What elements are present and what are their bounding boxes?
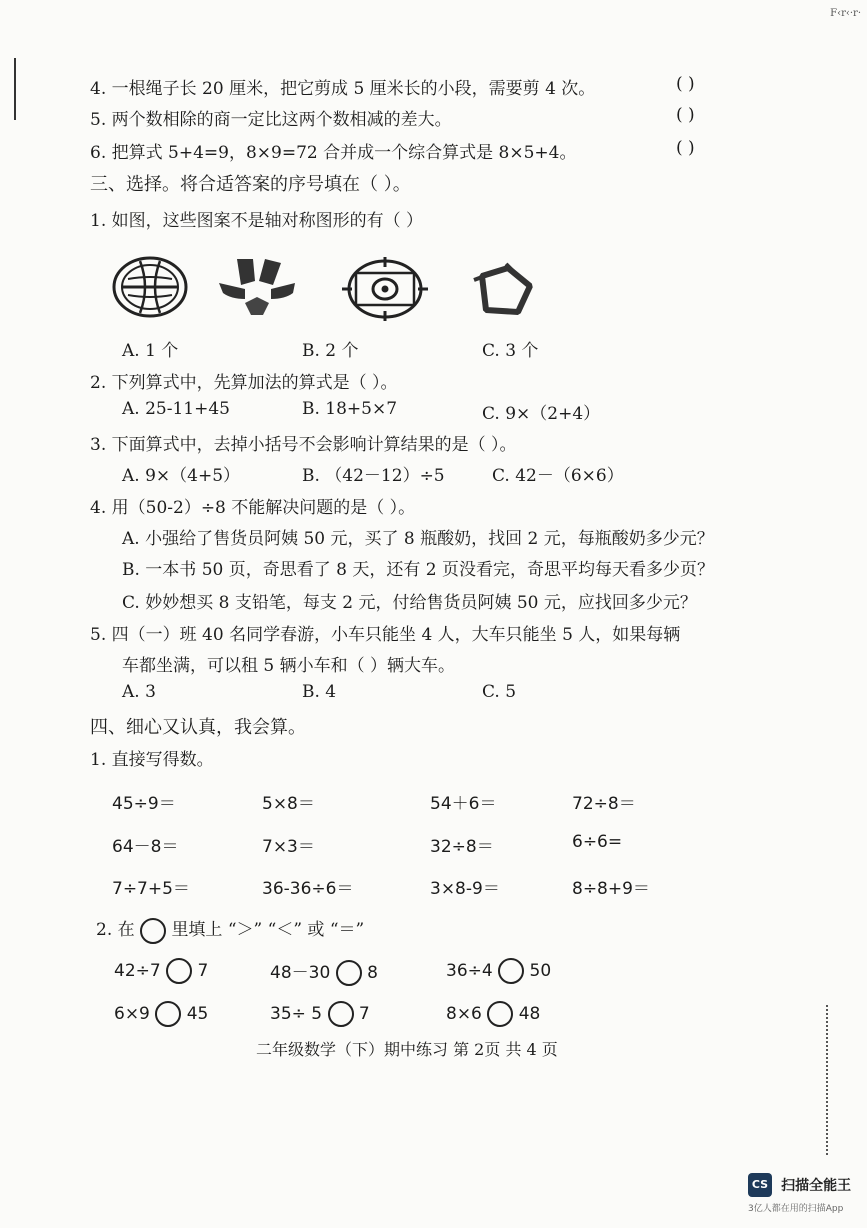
calc-r1-c1: 45÷9＝ [112,794,176,814]
choice-q2: 2. 下列算式中，先算加法的算式是（ ）。 [90,373,398,393]
calc-r3-c2: 36-36÷6＝ [262,879,354,899]
figure-three-petals [215,255,300,320]
choice-q1: 1. 如图，这些图案不是轴对称图形的有（ ） [90,211,424,231]
compare-r2-c3 [446,1001,540,1027]
calc-r2-c3: 32÷8＝ [430,837,494,857]
answer-circle-icon [140,918,166,944]
judge-item-4: 4. 一根绳子长 20 厘米，把它剪成 5 厘米长的小段，需要剪 4 次。 [90,79,596,99]
choice-q3: 3. 下面算式中，去掉小括号不会影响计算结果的是（ ）。 [90,435,517,455]
compare-blank-circle[interactable] [155,1001,181,1027]
compare-r2-c1 [114,1001,208,1027]
compare-left: 36÷4 [446,961,493,981]
choice-heading: 三、选择。将合适答案的序号填在（ ）。 [90,174,411,195]
judge-item-6: 6. 把算式 5+4=9，8×9=72 合并成一个综合算式是 8×5+4。 [90,143,577,163]
scanner-logo-icon: CS [748,1173,772,1197]
q2-option-a: A. 25-11+45 [122,399,230,419]
q3-option-b: B. （42－12）÷5 [302,466,445,486]
compare-right: 8 [367,963,378,983]
compare-right: 7 [358,1004,370,1024]
figure-target-pattern [340,255,430,323]
calc-r2-c1: 64－8＝ [112,837,179,857]
calc-heading: 四、细心又认真，我会算。 [90,717,306,738]
q1-option-b: B. 2 个 [302,341,359,361]
calc-r2-c2: 7×3＝ [262,837,315,857]
compare-left: 48－30 [270,963,331,983]
calc-r3-c3: 3×8-9＝ [430,879,500,899]
compare-r1-c3 [446,958,551,984]
compare-right: 48 [518,1004,541,1024]
compare-r1-c2 [270,958,378,986]
compare-left: 35÷ 5 [270,1004,323,1024]
scanner-subtitle: 3亿人都在用的扫描App [748,1204,844,1214]
compare-blank-circle[interactable] [336,960,362,986]
compare-left: 8×6 [446,1004,482,1024]
calc-sub2-post: 里填上 “＞” “＜” 或 “＝” [171,920,365,940]
calc-sub2 [96,915,364,944]
q5-option-b: B. 4 [302,682,337,702]
q1-option-c: C. 3 个 [482,341,539,361]
scanner-watermark [748,1173,851,1197]
choice-q4: 4. 用（50-2）÷8 不能解决问题的是（ ）。 [90,498,416,518]
compare-blank-circle[interactable] [498,958,524,984]
q3-option-c: C. 42－（6×6） [492,466,624,486]
q4-option-c: C. 妙妙想买 8 支铅笔，每支 2 元，付给售货员阿姨 50 元，应找回多少元？ [122,593,697,613]
compare-right: 7 [197,961,209,981]
compare-right: 45 [186,1004,209,1024]
calc-sub2-pre: 2. 在 [96,920,135,940]
judge-item-5: 5. 两个数相除的商一定比这两个数相减的差大。 [90,110,452,130]
q2-option-c: C. 9×（2+4） [482,404,601,424]
compare-blank-circle[interactable] [487,1001,513,1027]
calc-r3-c1: 7÷7+5＝ [112,879,190,899]
compare-blank-circle[interactable] [166,958,192,984]
compare-left: 6×9 [114,1004,150,1024]
q4-option-b: B. 一本书 50 页，奇思看了 8 天，还有 2 页没看完，奇思平均每天看多少页？ [122,560,714,580]
judge-paren-5: ( ) [676,105,695,125]
q5-option-a: A. 3 [122,682,156,702]
q4-option-a: A. 小强给了售货员阿姨 50 元，买了 8 瓶酸奶，找回 2 元，每瓶酸奶多少元？ [122,529,714,549]
calc-r1-c2: 5×8＝ [262,794,315,814]
compare-r2-c2 [270,1001,370,1027]
figure-circle-pattern-1 [110,255,190,320]
scanner-name: 扫描全能王 [781,1178,852,1194]
page-footer: 二年级数学（下）期中练习 第 2页 共 4 页 [256,1040,558,1059]
q5-option-c: C. 5 [482,682,517,702]
compare-r1-c1 [114,958,208,984]
compare-blank-circle[interactable] [328,1001,354,1027]
calc-r2-c4: 6÷6= [572,832,623,852]
choice-q5-line1: 5. 四（一）班 40 名同学春游，小车只能坐 4 人，大车只能坐 5 人，如果每辆 [90,625,681,645]
judge-paren-4: ( ) [676,74,695,94]
corner-mark: F‹r‹·r· [830,8,861,19]
right-edge-dotted-line [826,1005,829,1155]
q3-option-a: A. 9×（4+5） [122,466,241,486]
compare-right: 50 [529,961,552,981]
calc-r1-c3: 54＋6＝ [430,794,497,814]
calc-r3-c4: 8÷8+9＝ [572,879,650,899]
q2-option-b: B. 18+5×7 [302,399,398,419]
q1-option-a: A. 1 个 [122,341,179,361]
figure-pentagon-swirl [468,262,538,318]
binding-margin-line [14,58,16,120]
calc-r1-c4: 72÷8＝ [572,794,636,814]
judge-paren-6: ( ) [676,138,695,158]
compare-left: 42÷7 [114,961,161,981]
calc-sub1: 1. 直接写得数。 [90,750,214,770]
choice-q5-line2: 车都坐满，可以租 5 辆小车和（ ）辆大车。 [122,656,456,676]
